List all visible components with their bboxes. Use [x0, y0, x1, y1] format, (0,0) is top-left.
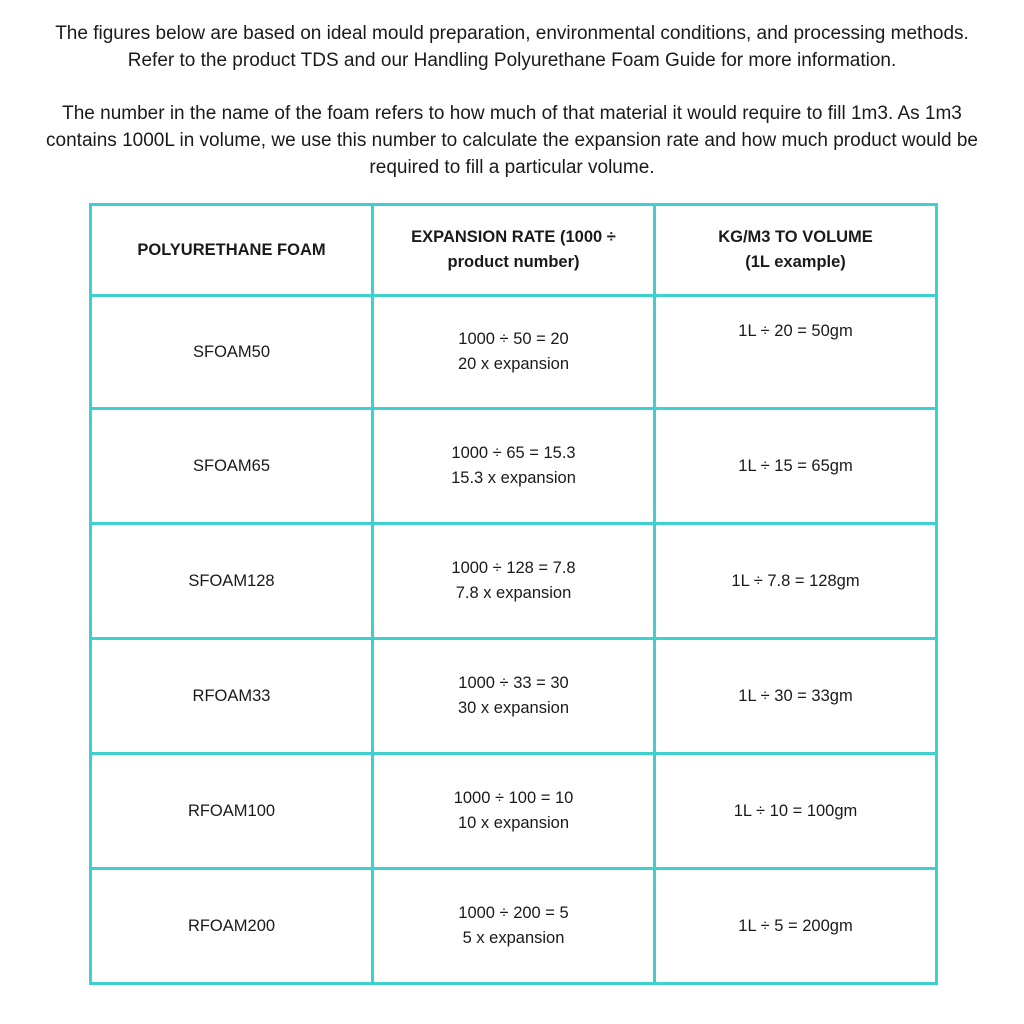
foam-name-cell: SFOAM50 [91, 296, 373, 409]
foam-name-cell: SFOAM65 [91, 409, 373, 524]
table-row [91, 869, 937, 984]
intro-paragraph-1 [0, 20, 1024, 74]
expansion-rate-cell: 1000 ÷ 50 = 20 20 x expansion [373, 296, 655, 409]
table-row [91, 639, 937, 754]
intro-paragraph-2 [0, 100, 1024, 181]
table-row [91, 409, 937, 524]
expansion-rate-cell: 1000 ÷ 200 = 5 5 x expansion [373, 869, 655, 984]
volume-cell: 1L ÷ 15 = 65gm [655, 409, 937, 524]
intro-line: contains 1000L in volume, we use this number to calculate the expansion rate and how much product would be [46, 130, 978, 151]
foam-name-cell: RFOAM100 [91, 754, 373, 869]
expansion-rate-cell: 1000 ÷ 65 = 15.3 15.3 x expansion [373, 409, 655, 524]
intro-line: Refer to the product TDS and our Handling Polyurethane Foam Guide for more information. [127, 50, 897, 71]
intro-line: The figures below are based on ideal mould preparation, environmental conditions, and processing methods. [55, 23, 969, 44]
volume-cell: 1L ÷ 7.8 = 128gm [655, 524, 937, 639]
volume-cell: 1L ÷ 10 = 100gm [655, 754, 937, 869]
header-expansion-rate: EXPANSION RATE (1000 ÷ product number) [373, 205, 655, 296]
foam-name-cell: SFOAM128 [91, 524, 373, 639]
foam-name-cell: RFOAM200 [91, 869, 373, 984]
expansion-rate-cell: 1000 ÷ 128 = 7.8 7.8 x expansion [373, 524, 655, 639]
volume-cell: 1L ÷ 5 = 200gm [655, 869, 937, 984]
table-row [91, 524, 937, 639]
header-kg-m3-to-volume: KG/M3 TO VOLUME (1L example) [655, 205, 937, 296]
header-polyurethane-foam: POLYURETHANE FOAM [91, 205, 373, 296]
volume-cell: 1L ÷ 30 = 33gm [655, 639, 937, 754]
foam-name-cell: RFOAM33 [91, 639, 373, 754]
table-row [91, 754, 937, 869]
volume-cell: 1L ÷ 20 = 50gm [655, 296, 937, 409]
intro-line: required to fill a particular volume. [369, 157, 655, 178]
table-row [91, 296, 937, 409]
table-header-row [91, 205, 937, 296]
expansion-rate-cell: 1000 ÷ 33 = 30 30 x expansion [373, 639, 655, 754]
expansion-rate-cell: 1000 ÷ 100 = 10 10 x expansion [373, 754, 655, 869]
foam-table [89, 203, 938, 985]
intro-line: The number in the name of the foam refers to how much of that material it would require to fill 1m3. As 1m3 [62, 103, 962, 124]
